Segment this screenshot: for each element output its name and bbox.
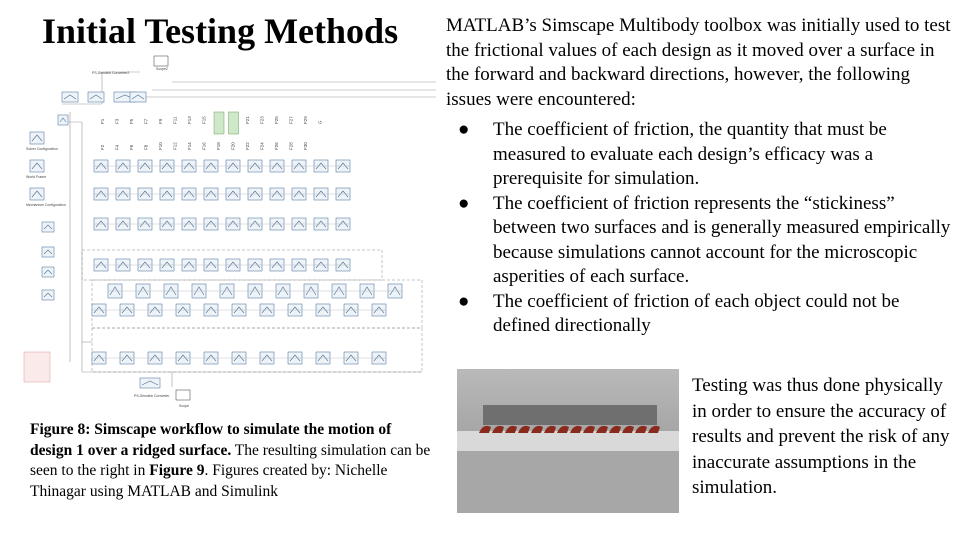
- col-label-top: F15: [201, 116, 207, 124]
- scope-block: [176, 390, 190, 400]
- col-label-bottom: F8: [143, 144, 149, 150]
- gain-block: [88, 92, 104, 102]
- col-label-top: F13: [187, 116, 192, 124]
- ps-simulink-converter-block: [140, 378, 160, 388]
- col-label-bottom: F26: [274, 142, 279, 150]
- config-block-0: [30, 132, 44, 144]
- scope-label: Scope: [179, 404, 189, 408]
- conclusion-paragraph: Testing was thus done physically in order to ensure the accuracy of results and prevent the risk of any inaccurate assumptions in the simulation.: [692, 375, 950, 498]
- bullet-icon: ●: [458, 119, 470, 140]
- bullet-text: The coefficient of friction of each object could not be defined directionally: [493, 290, 900, 336]
- col-label-top: F5: [129, 118, 134, 124]
- caption-bold: Figure 8: Simscape workflow to simulate the motion of design 1 over a ridged surface.: [30, 421, 392, 459]
- col-label-top: F29: [303, 116, 308, 124]
- col-label-bottom: F24: [259, 142, 265, 150]
- ridged-surface-base: [457, 451, 679, 513]
- scope2-block: [154, 56, 168, 66]
- highlight-block: [214, 112, 224, 134]
- config-block-2: [30, 188, 44, 200]
- caption-figure-ref: Figure 9: [149, 462, 205, 479]
- col-label-bottom: F14: [187, 142, 192, 150]
- side-block-1: [42, 247, 54, 257]
- bullet-icon: ●: [458, 290, 470, 312]
- col-label-bottom: F20: [230, 142, 236, 150]
- col-label-top: F1: [100, 118, 105, 124]
- config-label-2: Mechanism Configuration: [26, 203, 66, 207]
- col-label-top: F3: [114, 118, 120, 124]
- scope2-label: Scope2: [156, 67, 168, 71]
- col-label-top: F11: [172, 116, 178, 124]
- converter2-label: PS-Simulink Converter2: [92, 71, 130, 75]
- subsystem-block: [24, 352, 50, 382]
- col-label-top: G: [317, 120, 323, 124]
- col-label-bottom: F6: [129, 144, 134, 150]
- bullet-icon: ●: [458, 192, 470, 214]
- config-block-1: [30, 160, 44, 172]
- converter-label: PS-Simulink Converter: [134, 394, 170, 398]
- bullet-text: The coefficient of friction, the quantity that must be measured to evaluate each design’s efficacy was a prerequisite for simulation.: [493, 119, 887, 189]
- list-item: [446, 118, 956, 192]
- col-label-bottom: F16: [201, 142, 207, 150]
- list-item: [446, 290, 956, 339]
- col-label-bottom: F12: [172, 142, 178, 150]
- input-block: [62, 92, 78, 102]
- col-label-bottom: F28: [288, 142, 294, 150]
- col-label-bottom: F2: [100, 144, 105, 150]
- figure-9-simulation-image: [457, 369, 679, 513]
- col-label-top: F9: [158, 118, 163, 124]
- design-body-block: [483, 405, 657, 425]
- integrator-block: [130, 92, 146, 102]
- ref-block: [58, 115, 68, 125]
- col-label-top: F25: [274, 116, 279, 124]
- page-title: Initial Testing Methods: [42, 11, 399, 51]
- side-block-0: [42, 222, 54, 232]
- issues-list: [446, 118, 956, 339]
- figure-8-caption: [30, 420, 436, 502]
- col-label-top: F21: [245, 116, 250, 124]
- col-label-bottom: F22: [245, 142, 250, 150]
- col-label-bottom: F18: [216, 142, 221, 150]
- caption-text-2: . Figures created by: Nichelle Thinagar using MATLAB and Simulink: [30, 462, 388, 500]
- config-label-0: Solver Configuration: [26, 147, 58, 151]
- col-label-top: F7: [143, 118, 149, 124]
- highlight-block: [229, 112, 239, 134]
- col-label-top: F23: [259, 116, 265, 124]
- col-label-bottom: F4: [114, 144, 120, 150]
- side-block-2: [42, 267, 54, 277]
- list-item: [446, 192, 956, 290]
- col-label-top: F27: [288, 116, 294, 124]
- bullet-text: The coefficient of friction represents the “stickiness” between two surfaces and is generally measured empirically because simulations cannot account for the microscopic asperities of each surface.: [493, 192, 951, 287]
- col-label-bottom: F30: [303, 142, 308, 150]
- config-label-1: World Frame: [26, 175, 47, 179]
- ridged-surface-top: [457, 431, 679, 451]
- caption-text-1: The resulting simulation can be seen to the right in: [30, 441, 431, 479]
- simscape-workflow-diagram: [22, 52, 436, 412]
- intro-paragraph: MATLAB’s Simscape Multibody toolbox was initially used to test the frictional values of each design as it moved over a surface in the forward and backward directions, however, the following issues were encountered:: [446, 15, 951, 110]
- col-label-bottom: F10: [158, 142, 163, 150]
- side-block-3: [42, 290, 54, 300]
